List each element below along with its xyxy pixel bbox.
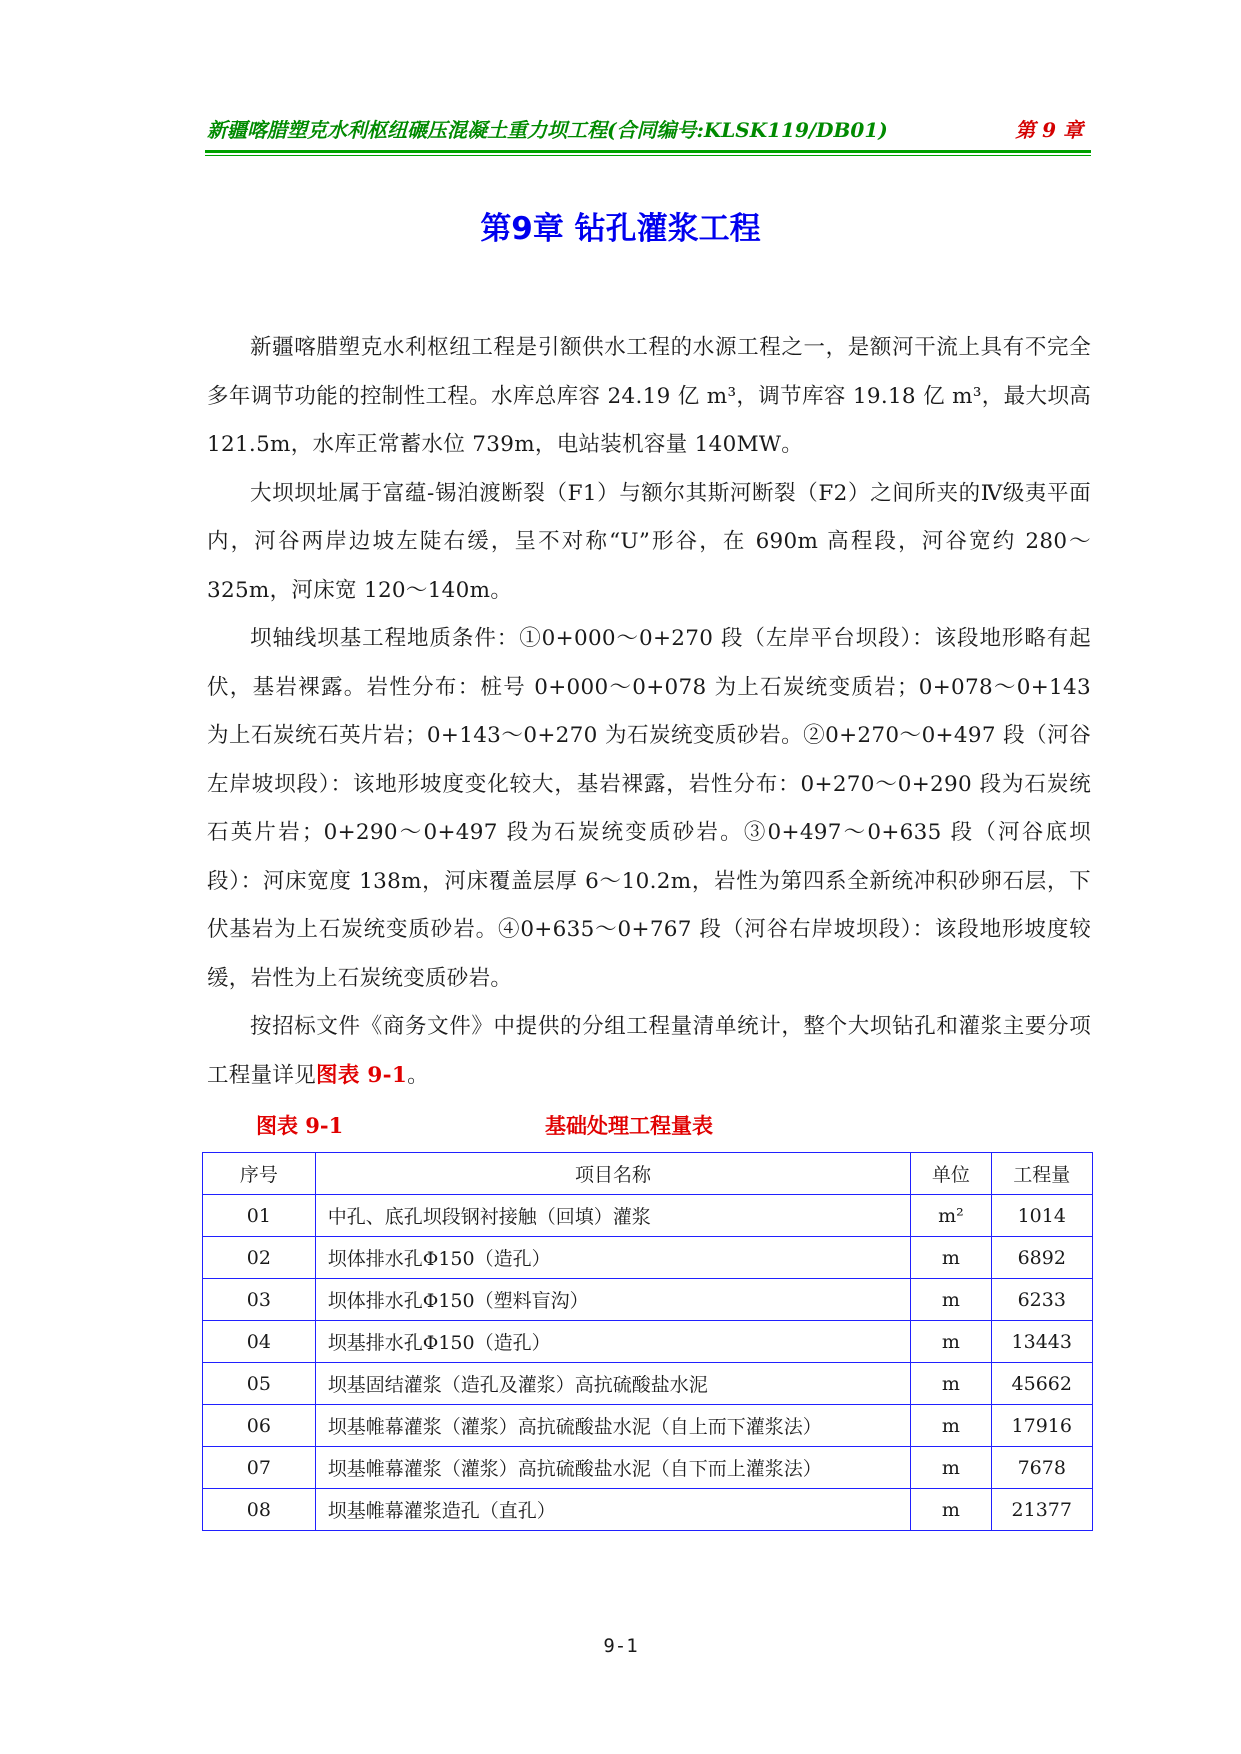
- item-name: 坝体排水孔Φ150（塑料盲沟）: [315, 1279, 911, 1321]
- row-number: 08: [203, 1489, 316, 1531]
- header-chapter: 第 9 章: [1015, 118, 1083, 142]
- paragraph-with-reference: [207, 1003, 1091, 1100]
- quantity: 6892: [991, 1237, 1092, 1279]
- row-number: 03: [203, 1279, 316, 1321]
- header-cell: 项目名称: [315, 1153, 911, 1195]
- header-rule-thick: [205, 150, 1091, 153]
- unit: m²: [911, 1195, 991, 1237]
- paragraph: 大坝坝址属于富蕴-锡泊渡断裂（F1）与额尔其斯河断裂（F2）之间所夹的Ⅳ级夷平面内，河谷两岸边坡左陡右缓，呈不对称“U”形谷，在 690m 高程段，河谷宽约 280～325m，河床宽 120～140m。: [207, 480, 1091, 603]
- paragraph: 新疆喀腊塑克水利枢纽工程是引额供水工程的水源工程之一，是额河干流上具有不完全多年调节功能的控制性工程。水库总库容 24.19 亿 m³，调节库容 19.18 亿 m³，最大坝高 121.5m，水库正常蓄水位 739m，电站装机容量 140MW。: [207, 335, 1091, 457]
- header-cell: 序号: [203, 1153, 316, 1195]
- item-name: 坝基帷幕灌浆（灌浆）高抗硫酸盐水泥（自下而上灌浆法）: [315, 1447, 911, 1489]
- paragraph-text: 按招标文件《商务文件》中提供的分组工程量清单统计，整个大坝钻孔和灌浆主要分项工程量详见: [207, 1014, 1091, 1088]
- unit: m: [911, 1279, 991, 1321]
- quantity: 1014: [991, 1195, 1092, 1237]
- table-row: [203, 1363, 1093, 1405]
- unit: m: [911, 1363, 991, 1405]
- row-number: 01: [203, 1195, 316, 1237]
- item-name: 坝体排水孔Φ150（造孔）: [315, 1237, 911, 1279]
- quantity: 13443: [991, 1321, 1092, 1363]
- quantity: 21377: [991, 1489, 1092, 1531]
- unit: m: [911, 1321, 991, 1363]
- quantity: 17916: [991, 1405, 1092, 1447]
- row-number: 02: [203, 1237, 316, 1279]
- table-caption-title: 基础处理工程量表: [545, 1113, 713, 1138]
- table-row: [203, 1321, 1093, 1363]
- header-title: 新疆喀腊塑克水利枢纽碾压混凝土重力坝工程(合同编号:KLSK119/DB01): [207, 118, 888, 142]
- table-row: [203, 1279, 1093, 1321]
- table-header-row: [203, 1153, 1093, 1195]
- quantity: 7678: [991, 1447, 1092, 1489]
- body-text: [207, 324, 1091, 1100]
- item-name: 坝基排水孔Φ150（造孔）: [315, 1321, 911, 1363]
- header-cell: 工程量: [991, 1153, 1092, 1195]
- unit: m: [911, 1489, 991, 1531]
- unit: m: [911, 1237, 991, 1279]
- unit: m: [911, 1405, 991, 1447]
- row-number: 04: [203, 1321, 316, 1363]
- table-reference-link[interactable]: 图表 9-1: [316, 1062, 408, 1088]
- quantity: 45662: [991, 1363, 1092, 1405]
- header-cell: 单位: [911, 1153, 991, 1195]
- page-number: 9-1: [603, 1635, 638, 1657]
- item-name: 中孔、底孔坝段钢衬接触（回填）灌浆: [315, 1195, 911, 1237]
- table-row: [203, 1489, 1093, 1531]
- row-number: 05: [203, 1363, 316, 1405]
- quantity-table: [202, 1152, 1093, 1531]
- chapter-title: 第9章 钻孔灌浆工程: [480, 211, 761, 247]
- row-number: 07: [203, 1447, 316, 1489]
- table-row: [203, 1447, 1093, 1489]
- table-caption-number: 图表 9-1: [256, 1113, 344, 1138]
- table-row: [203, 1195, 1093, 1237]
- row-number: 06: [203, 1405, 316, 1447]
- running-header: [207, 114, 1091, 144]
- paragraph-end: 。: [407, 1062, 429, 1088]
- table-row: [203, 1237, 1093, 1279]
- unit: m: [911, 1447, 991, 1489]
- quantity: 6233: [991, 1279, 1092, 1321]
- table-row: [203, 1405, 1093, 1447]
- item-name: 坝基帷幕灌浆（灌浆）高抗硫酸盐水泥（自上而下灌浆法）: [315, 1405, 911, 1447]
- paragraph: 坝轴线坝基工程地质条件：①0+000～0+270 段（左岸平台坝段）：该段地形略有起伏，基岩裸露。岩性分布：桩号 0+000～0+078 为上石炭统变质岩；0+078～0+143 为上石炭统石英片岩；0+143～0+270 为石炭统变质砂岩。②0+270～0+497 段（河谷左岸坡坝段）：该地形坡度变化较大，基岩裸露，岩性分布：0+270～0+290 段为石炭统石英片岩；0+290～0+497 段为石炭统变质砂岩。③0+497～0+635 段（河谷底坝段）：河床宽度 138m，河床覆盖层厚 6～10.2m，岩性为第四系全新统冲积砂卵石层，下伏基岩为上石炭统变质砂岩。④0+635～0+767 段（河谷右岸坡坝段）：该段地形坡度较缓，岩性为上石炭统变质砂岩。: [207, 626, 1091, 991]
- item-name: 坝基帷幕灌浆造孔（直孔）: [315, 1489, 911, 1531]
- header-rule-thin: [205, 155, 1091, 156]
- item-name: 坝基固结灌浆（造孔及灌浆）高抗硫酸盐水泥: [315, 1363, 911, 1405]
